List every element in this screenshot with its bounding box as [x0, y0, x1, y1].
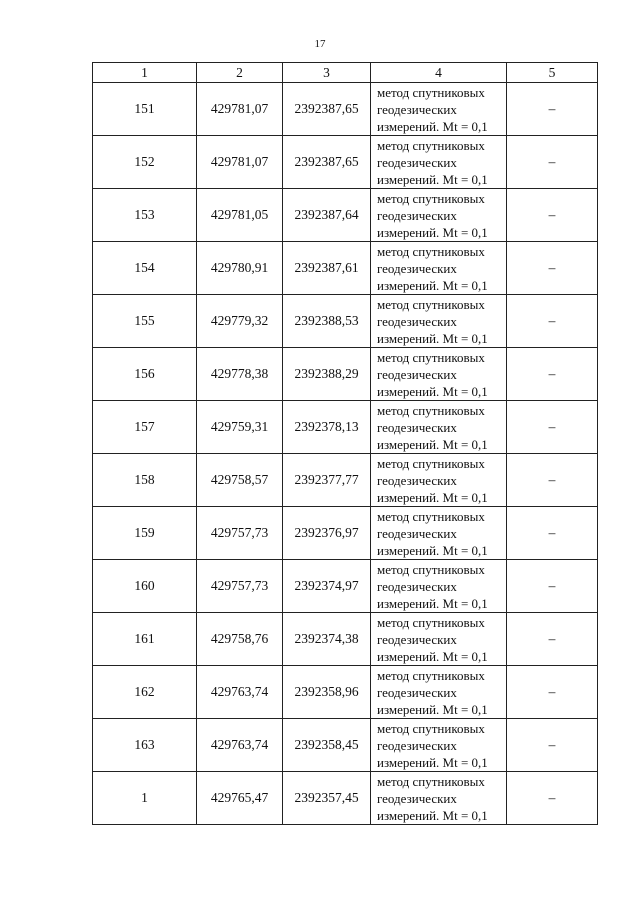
x-coordinate-cell: 429765,47 — [197, 772, 283, 825]
header-cell-2: 2 — [197, 63, 283, 83]
method-text-line: измерений. Mt = 0,1 — [377, 118, 488, 134]
header-row — [93, 63, 598, 83]
y-coordinate-cell: 2392357,45 — [283, 772, 371, 825]
method-cell — [371, 772, 507, 825]
method-text-line: метод спутниковых — [377, 349, 485, 365]
method-text-line: метод спутниковых — [377, 296, 485, 312]
method-text-line: метод спутниковых — [377, 455, 485, 471]
method-text-line: измерений. Mt = 0,1 — [377, 701, 488, 717]
y-coordinate-cell: 2392387,64 — [283, 189, 371, 242]
y-coordinate-cell: 2392388,29 — [283, 348, 371, 401]
method-text-line: метод спутниковых — [377, 508, 485, 524]
point-number-cell: 157 — [93, 401, 197, 454]
method-cell — [371, 242, 507, 295]
x-coordinate-cell: 429779,32 — [197, 295, 283, 348]
method-cell — [371, 83, 507, 136]
method-text-line: измерений. Mt = 0,1 — [377, 754, 488, 770]
coordinates-table — [92, 62, 598, 825]
y-coordinate-cell: 2392387,61 — [283, 242, 371, 295]
x-coordinate-cell: 429758,76 — [197, 613, 283, 666]
method-text-line: измерений. Mt = 0,1 — [377, 277, 488, 293]
header-cell-1: 1 — [93, 63, 197, 83]
method-text-line: геодезических — [377, 366, 457, 382]
method-text-line: метод спутниковых — [377, 84, 485, 100]
point-number-cell: 153 — [93, 189, 197, 242]
x-coordinate-cell: 429781,07 — [197, 83, 283, 136]
table-row — [93, 613, 598, 666]
x-coordinate-cell: 429758,57 — [197, 454, 283, 507]
table-row — [93, 136, 598, 189]
method-text-line: измерений. Mt = 0,1 — [377, 542, 488, 558]
table-row — [93, 560, 598, 613]
method-text-line: геодезических — [377, 790, 457, 806]
method-text-line: геодезических — [377, 472, 457, 488]
method-text-line: геодезических — [377, 419, 457, 435]
x-coordinate-cell: 429763,74 — [197, 666, 283, 719]
y-coordinate-cell: 2392358,96 — [283, 666, 371, 719]
table-row — [93, 295, 598, 348]
method-text-line: измерений. Mt = 0,1 — [377, 224, 488, 240]
x-coordinate-cell: 429757,73 — [197, 507, 283, 560]
point-number-cell: 163 — [93, 719, 197, 772]
x-coordinate-cell: 429780,91 — [197, 242, 283, 295]
page-number: 17 — [314, 38, 326, 50]
method-text-line: измерений. Mt = 0,1 — [377, 436, 488, 452]
table-row — [93, 772, 598, 825]
method-text-line: геодезических — [377, 154, 457, 170]
table-row — [93, 83, 598, 136]
point-number-cell: 161 — [93, 613, 197, 666]
table-row — [93, 348, 598, 401]
method-cell — [371, 613, 507, 666]
header-cell-4: 4 — [371, 63, 507, 83]
x-coordinate-cell: 429763,74 — [197, 719, 283, 772]
note-cell: – — [507, 613, 598, 666]
note-cell: – — [507, 136, 598, 189]
y-coordinate-cell: 2392374,38 — [283, 613, 371, 666]
x-coordinate-cell: 429759,31 — [197, 401, 283, 454]
x-coordinate-cell: 429757,73 — [197, 560, 283, 613]
table-row — [93, 507, 598, 560]
method-cell — [371, 560, 507, 613]
y-coordinate-cell: 2392358,45 — [283, 719, 371, 772]
x-coordinate-cell: 429778,38 — [197, 348, 283, 401]
method-text-line: метод спутниковых — [377, 614, 485, 630]
method-cell — [371, 348, 507, 401]
note-cell: – — [507, 348, 598, 401]
point-number-cell: 159 — [93, 507, 197, 560]
y-coordinate-cell: 2392387,65 — [283, 83, 371, 136]
method-cell — [371, 507, 507, 560]
table-body — [93, 83, 598, 825]
note-cell: – — [507, 189, 598, 242]
method-text-line: геодезических — [377, 313, 457, 329]
y-coordinate-cell: 2392388,53 — [283, 295, 371, 348]
note-cell: – — [507, 772, 598, 825]
method-text-line: измерений. Mt = 0,1 — [377, 171, 488, 187]
table-row — [93, 242, 598, 295]
point-number-cell: 155 — [93, 295, 197, 348]
method-text-line: метод спутниковых — [377, 667, 485, 683]
method-text-line: метод спутниковых — [377, 402, 485, 418]
method-text-line: измерений. Mt = 0,1 — [377, 648, 488, 664]
y-coordinate-cell: 2392387,65 — [283, 136, 371, 189]
point-number-cell: 154 — [93, 242, 197, 295]
point-number-cell: 162 — [93, 666, 197, 719]
method-cell — [371, 401, 507, 454]
table-row — [93, 666, 598, 719]
note-cell: – — [507, 242, 598, 295]
method-text-line: метод спутниковых — [377, 137, 485, 153]
note-cell: – — [507, 666, 598, 719]
y-coordinate-cell: 2392377,77 — [283, 454, 371, 507]
note-cell: – — [507, 560, 598, 613]
x-coordinate-cell: 429781,07 — [197, 136, 283, 189]
method-text-line: метод спутниковых — [377, 561, 485, 577]
method-text-line: геодезических — [377, 684, 457, 700]
header-cell-3: 3 — [283, 63, 371, 83]
method-text-line: измерений. Mt = 0,1 — [377, 383, 488, 399]
method-cell — [371, 136, 507, 189]
note-cell: – — [507, 83, 598, 136]
header-cell-5: 5 — [507, 63, 598, 83]
note-cell: – — [507, 295, 598, 348]
method-cell — [371, 189, 507, 242]
method-text-line: геодезических — [377, 631, 457, 647]
method-text-line: геодезических — [377, 260, 457, 276]
point-number-cell: 160 — [93, 560, 197, 613]
y-coordinate-cell: 2392378,13 — [283, 401, 371, 454]
method-text-line: геодезических — [377, 578, 457, 594]
point-number-cell: 1 — [93, 772, 197, 825]
point-number-cell: 156 — [93, 348, 197, 401]
y-coordinate-cell: 2392376,97 — [283, 507, 371, 560]
method-text-line: метод спутниковых — [377, 773, 485, 789]
x-coordinate-cell: 429781,05 — [197, 189, 283, 242]
method-cell — [371, 666, 507, 719]
table-row — [93, 401, 598, 454]
method-cell — [371, 454, 507, 507]
method-text-line: геодезических — [377, 101, 457, 117]
method-text-line: измерений. Mt = 0,1 — [377, 807, 488, 823]
method-cell — [371, 295, 507, 348]
note-cell: – — [507, 719, 598, 772]
method-text-line: измерений. Mt = 0,1 — [377, 489, 488, 505]
table-row — [93, 719, 598, 772]
note-cell: – — [507, 507, 598, 560]
method-text-line: метод спутниковых — [377, 243, 485, 259]
table-row — [93, 189, 598, 242]
method-text-line: измерений. Mt = 0,1 — [377, 595, 488, 611]
table-row — [93, 454, 598, 507]
y-coordinate-cell: 2392374,97 — [283, 560, 371, 613]
note-cell: – — [507, 401, 598, 454]
method-text-line: метод спутниковых — [377, 190, 485, 206]
method-text-line: измерений. Mt = 0,1 — [377, 330, 488, 346]
method-text-line: геодезических — [377, 207, 457, 223]
method-text-line: геодезических — [377, 737, 457, 753]
point-number-cell: 151 — [93, 83, 197, 136]
note-cell: – — [507, 454, 598, 507]
method-text-line: метод спутниковых — [377, 720, 485, 736]
method-text-line: геодезических — [377, 525, 457, 541]
point-number-cell: 152 — [93, 136, 197, 189]
point-number-cell: 158 — [93, 454, 197, 507]
method-cell — [371, 719, 507, 772]
